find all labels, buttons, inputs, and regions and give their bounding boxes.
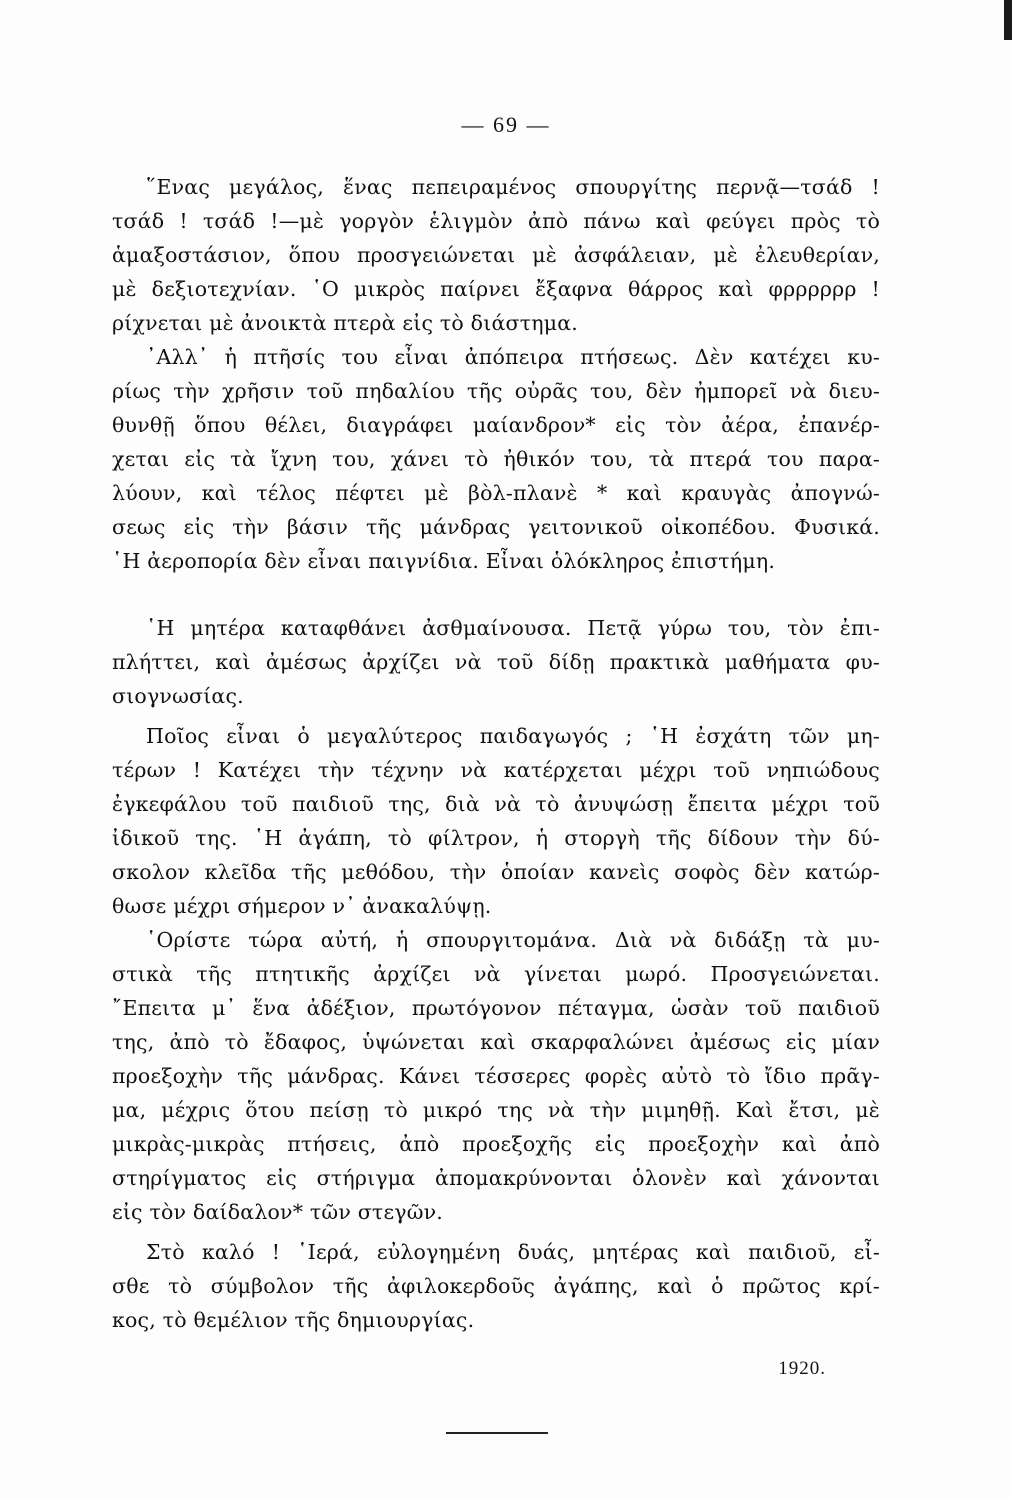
text-line: ῾Ορίστε τώρα αὐτή, ἡ σπουργιτομάνα. Διὰ νὰ διδάξῃ τὰ μυ- xyxy=(146,928,880,952)
section-gap xyxy=(112,578,880,611)
text-line: ἁμαξοστάσιον, ὅπου προσγειώνεται μὲ ἀσφάλειαν, μὲ ἐλευθερίαν, xyxy=(112,243,880,267)
paragraph-3 xyxy=(112,611,880,713)
text-line: πλήττει, καὶ ἀμέσως ἀρχίζει νὰ τοῦ δίδῃ πρακτικὰ μαθήματα φυ- xyxy=(112,650,880,674)
paragraph-6 xyxy=(112,1235,880,1337)
text-line: Στὸ καλό ! ῾Ιερά, εὐλογημένη δυάς, μητέρας καὶ παιδιοῦ, εἶ- xyxy=(146,1240,880,1264)
text-line: τσάδ ! τσάδ !—μὲ γοργὸν ἑλιγμὸν ἀπὸ πάνω καὶ φεύγει πρὸς τὸ xyxy=(112,209,880,233)
end-rule xyxy=(446,1432,548,1434)
paragraph-5 xyxy=(112,923,880,1229)
page-number: — 69 — xyxy=(461,112,551,137)
text-line: λύουν, καὶ τέλος πέφτει μὲ βὸλ-πλανὲ * καὶ κραυγὰς ἀπογνώ- xyxy=(112,481,880,505)
paragraph-4 xyxy=(112,719,880,923)
text-line: της, ἀπὸ τὸ ἔδαφος, ὑψώνεται καὶ σκαρφαλώνει ἀμέσως εἰς μίαν xyxy=(112,1030,880,1054)
text-line: ῾Η μητέρα καταφθάνει ἀσθμαίνουσα. Πετᾷ γύρω του, τὸν ἐπι- xyxy=(146,616,880,640)
text-line: Ποῖος εἶναι ὁ μεγαλύτερος παιδαγωγός ; ῾Η ἐσχάτη τῶν μη- xyxy=(146,724,880,748)
text-line: ἐγκεφάλου τοῦ παιδιοῦ της, διὰ νὰ τὸ ἀνυψώσῃ ἔπειτα μέχρι τοῦ xyxy=(112,792,880,816)
text-line: ἰδικοῦ της. ῾Η ἀγάπη, τὸ φίλτρον, ἡ στοργὴ τῆς δίδουν τὴν δύ- xyxy=(112,826,880,850)
text-line: θυνθῇ ὅπου θέλει, διαγράφει μαίανδρον* εἰς τὸν ἀέρα, ἐπανέρ- xyxy=(112,413,880,437)
text-line: ῎Επειτα μ᾿ ἕνα ἀδέξιον, πρωτόγονον πέταγμα, ὡσὰν τοῦ παιδιοῦ xyxy=(112,996,880,1020)
text-line: σιογνωσίας. xyxy=(112,684,244,708)
text-line: σθε τὸ σύμβολον τῆς ἀφιλοκερδοῦς ἀγάπης, καὶ ὁ πρῶτος κρί- xyxy=(112,1274,880,1298)
text-line: τέρων ! Κατέχει τὴν τέχνην νὰ κατέρχεται μέχρι τοῦ νηπιώδους xyxy=(112,758,880,782)
text-line: θωσε μέχρι σήμερον ν᾿ ἀνακαλύψῃ. xyxy=(112,894,492,918)
text-line: κος, τὸ θεμέλιον τῆς δημιουργίας. xyxy=(112,1308,475,1332)
text-line: σκολον κλεῖδα τῆς μεθόδου, τὴν ὁποίαν κανεὶς σοφὸς δὲν κατώρ- xyxy=(112,860,880,884)
text-line: μὲ δεξιοτεχνίαν. ῾Ο μικρὸς παίρνει ἔξαφνα θάρρος καὶ φρρρρρρ ! xyxy=(112,277,880,301)
text-line: εἰς τὸν δαίδαλον* τῶν στεγῶν. xyxy=(112,1200,444,1224)
text-line: ῾Η ἀεροπορία δὲν εἶναι παιγνίδια. Εἶναι ὁλόκληρος ἐπιστήμη. xyxy=(112,549,776,573)
text-line: μικρὰς-μικρὰς πτήσεις, ἀπὸ προεξοχῆς εἰς προεξοχὴν καὶ ἀπὸ xyxy=(112,1132,880,1156)
text-line: χεται εἰς τὰ ἴχνη του, χάνει τὸ ἠθικόν του, τὰ πτερά του παρα- xyxy=(112,447,880,471)
text-line: στηρίγματος εἰς στήριγμα ἀπομακρύνονται ὁλονὲν καὶ χάνονται xyxy=(112,1166,880,1190)
text-line: ρίως τὴν χρῆσιν τοῦ πηδαλίου τῆς οὐρᾶς του, δὲν ἠμπορεῖ νὰ διευ- xyxy=(112,379,880,403)
text-line: προεξοχὴν τῆς μάνδρας. Κάνει τέσσερες φορὲς αὐτὸ τὸ ἴδιο πρᾶγ- xyxy=(112,1064,880,1088)
paragraph-2 xyxy=(112,340,880,578)
text-line: ᾿Αλλ᾿ ἡ πτῆσίς του εἶναι ἀπόπειρα πτήσεως. Δὲν κατέχει κυ- xyxy=(146,345,880,369)
text-line: μα, μέχρις ὅτου πείσῃ τὸ μικρό της νὰ τὴν μιμηθῇ. Καὶ ἔτσι, μὲ xyxy=(112,1098,880,1122)
scan-edge-mark xyxy=(1004,0,1012,40)
body-text xyxy=(112,170,880,1337)
text-line: ῞Ενας μεγάλος, ἕνας πεπειραμένος σπουργίτης περνᾷ—τσάδ ! xyxy=(146,175,880,199)
text-line: ρίχνεται μὲ ἀνοικτὰ πτερὰ εἰς τὸ διάστημα. xyxy=(112,311,578,335)
paragraph-1 xyxy=(112,170,880,340)
text-line: σεως εἰς τὴν βάσιν τῆς μάνδρας γειτονικοῦ οἰκοπέδου. Φυσικά. xyxy=(112,515,880,539)
date-signature: 1920. xyxy=(778,1358,826,1379)
text-line: στικὰ τῆς πτητικῆς ἀρχίζει νὰ γίνεται μωρό. Προσγειώνεται. xyxy=(112,962,880,986)
